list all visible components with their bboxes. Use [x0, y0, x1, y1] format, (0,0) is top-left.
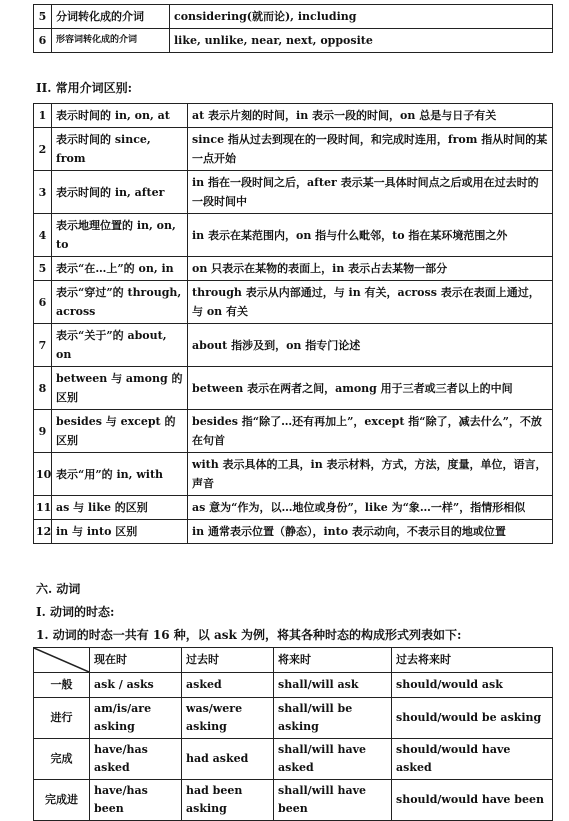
prep-desc: about 指涉及到，on 指专门论述: [188, 324, 553, 367]
row-header: 一般: [34, 673, 90, 698]
row-number: 12: [34, 520, 52, 544]
column-header: 过去时: [182, 648, 274, 673]
table-row: [34, 367, 553, 410]
prep-label: 表示时间的 in, on, at: [52, 104, 188, 128]
tense-cell: am/is/are asking: [90, 698, 182, 739]
tense-cell: asked: [182, 673, 274, 698]
row-number: 7: [34, 324, 52, 367]
diagonal-corner-cell: [34, 648, 90, 673]
prep-type: 分词转化成的介词: [52, 5, 170, 29]
row-number: 9: [34, 410, 52, 453]
prep-desc: on 只表示在某物的表面上，in 表示占去某物一部分: [188, 257, 553, 281]
table-row: [34, 673, 553, 698]
tense-cell: should/would ask: [392, 673, 553, 698]
row-header: 完成进: [34, 780, 90, 821]
prep-desc: with 表示具体的工具，in 表示材料，方式，方法，度量，单位，语言，声音: [188, 453, 553, 496]
prep-examples: considering(就而论), including: [170, 5, 553, 29]
row-number: 11: [34, 496, 52, 520]
tense-table: [33, 647, 553, 821]
prep-compare-table: [33, 103, 553, 544]
table-row: [34, 171, 553, 214]
tense-cell: shall/will have been: [274, 780, 392, 821]
prep-label: 表示“用”的 in, with: [52, 453, 188, 496]
table-row: [34, 520, 553, 544]
table-row: [34, 324, 553, 367]
table-row: [34, 5, 553, 29]
table-row: [34, 410, 553, 453]
table-row: [34, 128, 553, 171]
paragraph-line: 1. 动词的时态一共有 16 种，以 ask 为例，将其各种时态的构成形式列表如下:: [36, 628, 462, 642]
prep-type-table: [33, 4, 553, 53]
prep-label: between 与 among 的区别: [52, 367, 188, 410]
prep-desc: through 表示从内部通过，与 in 有关，across 表示在表面上通过，与 on 有关: [188, 281, 553, 324]
prep-label: 表示“在…上”的 on, in: [52, 257, 188, 281]
table-row: [34, 214, 553, 257]
prep-label: in 与 into 区别: [52, 520, 188, 544]
column-header: 将来时: [274, 648, 392, 673]
column-header: 现在时: [90, 648, 182, 673]
prep-desc: in 指在一段时间之后，after 表示某一具体时间点之后或用在过去时的一段时间中: [188, 171, 553, 214]
prep-label: 表示地理位置的 in, on, to: [52, 214, 188, 257]
prep-label: 表示时间的 in, after: [52, 171, 188, 214]
prep-label: 表示时间的 since, from: [52, 128, 188, 171]
tense-cell: shall/will ask: [274, 673, 392, 698]
tense-cell: shall/will be asking: [274, 698, 392, 739]
prep-label: 表示“关于”的 about, on: [52, 324, 188, 367]
row-number: 6: [34, 281, 52, 324]
prep-desc: at 表示片刻的时间，in 表示一段的时间，on 总是与日子有关: [188, 104, 553, 128]
row-number: 5: [34, 257, 52, 281]
section-heading: 六. 动词: [36, 582, 81, 596]
prep-desc: in 表示在某范围内，on 指与什么毗邻，to 指在某环境范围之外: [188, 214, 553, 257]
tense-cell: shall/will have asked: [274, 739, 392, 780]
section-heading: II. 常用介词区别:: [36, 81, 133, 95]
table-row: [34, 453, 553, 496]
row-number: 3: [34, 171, 52, 214]
table-row: [34, 257, 553, 281]
table-header-row: [34, 648, 553, 673]
table-row: [34, 739, 553, 780]
table-row: [34, 698, 553, 739]
prep-label: 表示“穿过”的 through, across: [52, 281, 188, 324]
prep-label: besides 与 except 的区别: [52, 410, 188, 453]
prep-examples: like, unlike, near, next, opposite: [170, 29, 553, 53]
tense-cell: was/were asking: [182, 698, 274, 739]
diagonal-line: [34, 648, 89, 672]
prep-label: as 与 like 的区别: [52, 496, 188, 520]
tense-cell: had asked: [182, 739, 274, 780]
tense-cell: had been asking: [182, 780, 274, 821]
row-number: 8: [34, 367, 52, 410]
tense-cell: have/has asked: [90, 739, 182, 780]
prep-desc: between 表示在两者之间，among 用于三者或三者以上的中间: [188, 367, 553, 410]
prep-type: 形容词转化成的介词: [52, 29, 170, 53]
row-number: 5: [34, 5, 52, 29]
row-number: 10: [34, 453, 52, 496]
prep-desc: in 通常表示位置（静态），into 表示动向，不表示目的地或位置: [188, 520, 553, 544]
row-number: 6: [34, 29, 52, 53]
table-row: [34, 104, 553, 128]
tense-cell: ask / asks: [90, 673, 182, 698]
prep-desc: as 意为“作为，以…地位或身份”，like 为“象…一样”，指情形相似: [188, 496, 553, 520]
row-number: 4: [34, 214, 52, 257]
subsection-heading: I. 动词的时态:: [36, 605, 115, 619]
table-row: [34, 29, 553, 53]
tense-cell: should/would have asked: [392, 739, 553, 780]
prep-desc: since 指从过去到现在的一段时间，和完成时连用，from 指从时间的某一点开始: [188, 128, 553, 171]
tense-cell: have/has been: [90, 780, 182, 821]
table-row: [34, 496, 553, 520]
tense-cell: should/would be asking: [392, 698, 553, 739]
row-header: 进行: [34, 698, 90, 739]
row-number: 1: [34, 104, 52, 128]
row-header: 完成: [34, 739, 90, 780]
row-number: 2: [34, 128, 52, 171]
column-header: 过去将来时: [392, 648, 553, 673]
table-row: [34, 780, 553, 821]
prep-desc: besides 指“除了…还有再加上”，except 指“除了，减去什么”，不放在句首: [188, 410, 553, 453]
tense-cell: should/would have been: [392, 780, 553, 821]
table-row: [34, 281, 553, 324]
